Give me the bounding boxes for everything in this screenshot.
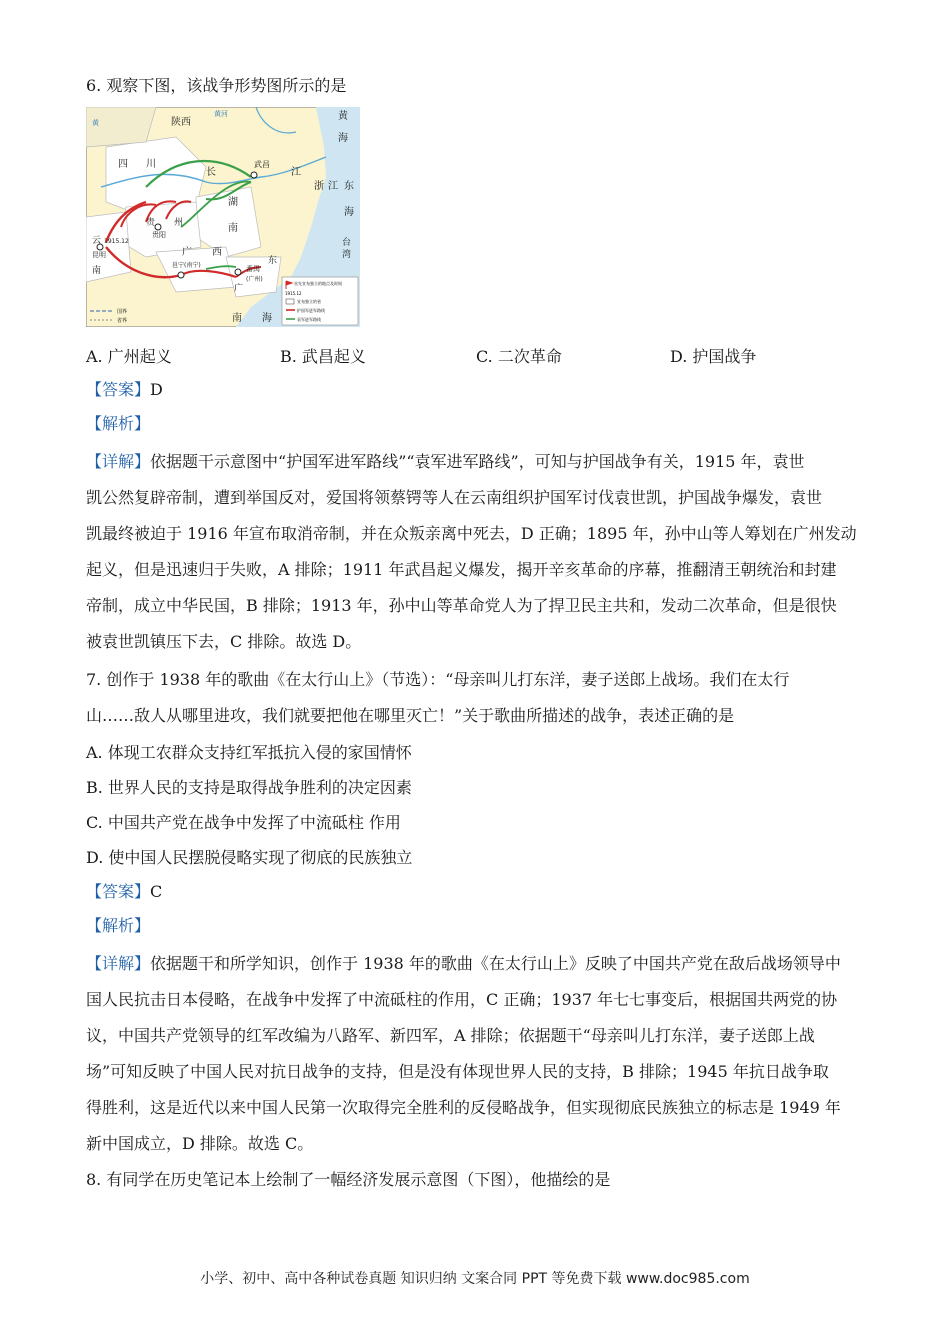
q7-detail-3: 议，中国共产党领导的红军改编为八路军、新四军，A 排除；依据题干“母亲叫儿打东洋，妻子送郎上战 [86, 1026, 815, 1045]
svg-text:广: 广 [234, 284, 244, 294]
svg-text:南: 南 [232, 313, 242, 324]
svg-text:武昌: 武昌 [254, 160, 270, 169]
q7-option-d: D. 使中国人民摆脱侵略实现了彻底的民族独立 [86, 848, 413, 867]
q7-option-a: A. 体现工农群众支持红军抵抗入侵的家国情怀 [86, 743, 412, 762]
svg-text:南: 南 [228, 223, 238, 234]
svg-text:南: 南 [92, 266, 102, 276]
svg-text:国界: 国界 [117, 309, 128, 315]
q6-option-b: B. 武昌起义 [280, 347, 366, 366]
svg-text:东: 东 [268, 256, 278, 266]
svg-text:浙: 浙 [314, 181, 324, 192]
svg-text:1915.12: 1915.12 [104, 238, 129, 245]
map-label-shaanxi: 陕西 [171, 117, 191, 128]
svg-text:护国军进军路线: 护国军进军路线 [297, 308, 325, 313]
q7-stem-2: 山……敌人从哪里进攻，我们就要把他在哪里灭亡！”关于歌曲所描述的战争，表述正确的是 [86, 706, 735, 725]
q7-detail-2: 国人民抗击日本侵略，在战争中发挥了中流砥柱的作用，C 正确；1937 年七七事变后，根据国共两党的协 [86, 990, 838, 1009]
svg-text:邕宁(南宁): 邕宁(南宁) [172, 262, 201, 269]
map-legend-right [282, 277, 358, 325]
q7-answer: 【答案】C [86, 882, 163, 901]
q6-detail-6: 被袁世凯镇压下去，C 排除。故选 D。 [86, 632, 362, 651]
svg-text:湖: 湖 [228, 197, 238, 208]
q6-detail-2: 凯公然复辟帝制，遭到举国反对，爱国将领蔡锷等人在云南组织护国军讨伐袁世凯，护国战争爆发，袁世 [86, 488, 823, 507]
svg-text:四: 四 [118, 159, 128, 170]
svg-text:首先宣布独立的地点及时间: 首先宣布独立的地点及时间 [294, 281, 342, 286]
q6-analysis-tag: 【解析】 [86, 414, 151, 433]
war-situation-map [86, 107, 360, 327]
svg-text:贵阳: 贵阳 [152, 231, 166, 239]
svg-text:番禺: 番禺 [246, 265, 260, 273]
q7-option-b: B. 世界人民的支持是取得战争胜利的决定因素 [86, 778, 412, 797]
q6-option-c: C. 二次革命 [476, 347, 562, 366]
svg-text:袁军进军路线: 袁军进军路线 [297, 317, 321, 322]
svg-text:贵: 贵 [146, 218, 156, 228]
svg-text:黄: 黄 [338, 111, 348, 122]
svg-text:宣布独立的省: 宣布独立的省 [297, 299, 321, 304]
q6-stem: 6. 观察下图，该战争形势图所示的是 [86, 76, 347, 95]
svg-text:省界: 省界 [117, 318, 128, 324]
q7-analysis-tag: 【解析】 [86, 916, 151, 935]
svg-text:川: 川 [146, 159, 156, 170]
q6-option-d: D. 护国战争 [670, 347, 757, 366]
q8-stem: 8. 有同学在历史笔记本上绘制了一幅经济发展示意图（下图），他描绘的是 [86, 1170, 611, 1189]
q6-detail-5: 帝制，成立中华民国，B 排除；1913 年，孙中山等革命党人为了捍卫民主共和，发动二次革命，但是很快 [86, 596, 837, 615]
svg-text:江: 江 [291, 167, 301, 178]
q7-option-c: C. 中国共产党在战争中发挥了中流砥柱 作用 [86, 813, 401, 832]
svg-text:州: 州 [174, 218, 184, 228]
svg-text:云: 云 [92, 236, 102, 246]
q6-options [86, 344, 886, 366]
svg-text:东: 东 [344, 181, 354, 192]
svg-text:昆明: 昆明 [92, 251, 106, 259]
svg-text:海: 海 [338, 133, 348, 144]
svg-text:台: 台 [342, 238, 352, 248]
svg-text:1915.12: 1915.12 [285, 291, 302, 296]
q7-stem-1: 7. 创作于 1938 年的歌曲《在太行山上》（节选）：“母亲叫儿打东洋，妻子送郎上战场。我们在太行 [86, 670, 790, 689]
svg-text:广: 广 [182, 247, 192, 258]
svg-text:海: 海 [344, 207, 354, 218]
q7-detail-6: 新中国成立，D 排除。故选 C。 [86, 1134, 314, 1153]
svg-text:湾: 湾 [342, 250, 352, 260]
svg-text:西: 西 [212, 247, 222, 258]
q6-detail-4: 起义，但是迅速归于失败，A 排除；1911 年武昌起义爆发，揭开辛亥革命的序幕，推翻清王朝统治和封建 [86, 560, 837, 579]
svg-text:江: 江 [328, 181, 338, 192]
q6-option-a: A. 广州起义 [86, 347, 172, 366]
page-footer: 小学、初中、高中各种试卷真题 知识归纳 文案合同 PPT 等免费下载 www.doc985.com [200, 1271, 750, 1287]
svg-text:海: 海 [262, 313, 272, 324]
svg-text:(广州): (广州) [246, 276, 263, 283]
q6-detail-3: 凯最终被迫于 1916 年宣布取消帝制，并在众叛亲离中死去，D 正确；1895 年，孙中山等人筹划在广州发动 [86, 524, 857, 543]
svg-text:黄: 黄 [92, 119, 99, 127]
q7-detail-4: 场”可知反映了中国人民对抗日战争的支持，但是没有体现世界人民的支持，B 排除；1945 年抗日战争取 [86, 1062, 829, 1081]
q7-detail-1: 【详解】依据题干和所学知识，创作于 1938 年的歌曲《在太行山上》反映了中国共产党在敌后战场领导中 [86, 954, 841, 973]
svg-text:黄河: 黄河 [214, 110, 228, 118]
q7-detail-5: 得胜利，这是近代以来中国人民第一次取得完全胜利的反侵略战争，但实现彻底民族独立的标志是 1949 年 [86, 1098, 841, 1117]
svg-text:长: 长 [206, 167, 216, 178]
q6-answer: 【答案】D [86, 380, 163, 399]
q6-detail-1: 【详解】依据题干示意图中“护国军进军路线”“袁军进军路线”，可知与护国战争有关，1915 年，袁世 [86, 452, 805, 471]
